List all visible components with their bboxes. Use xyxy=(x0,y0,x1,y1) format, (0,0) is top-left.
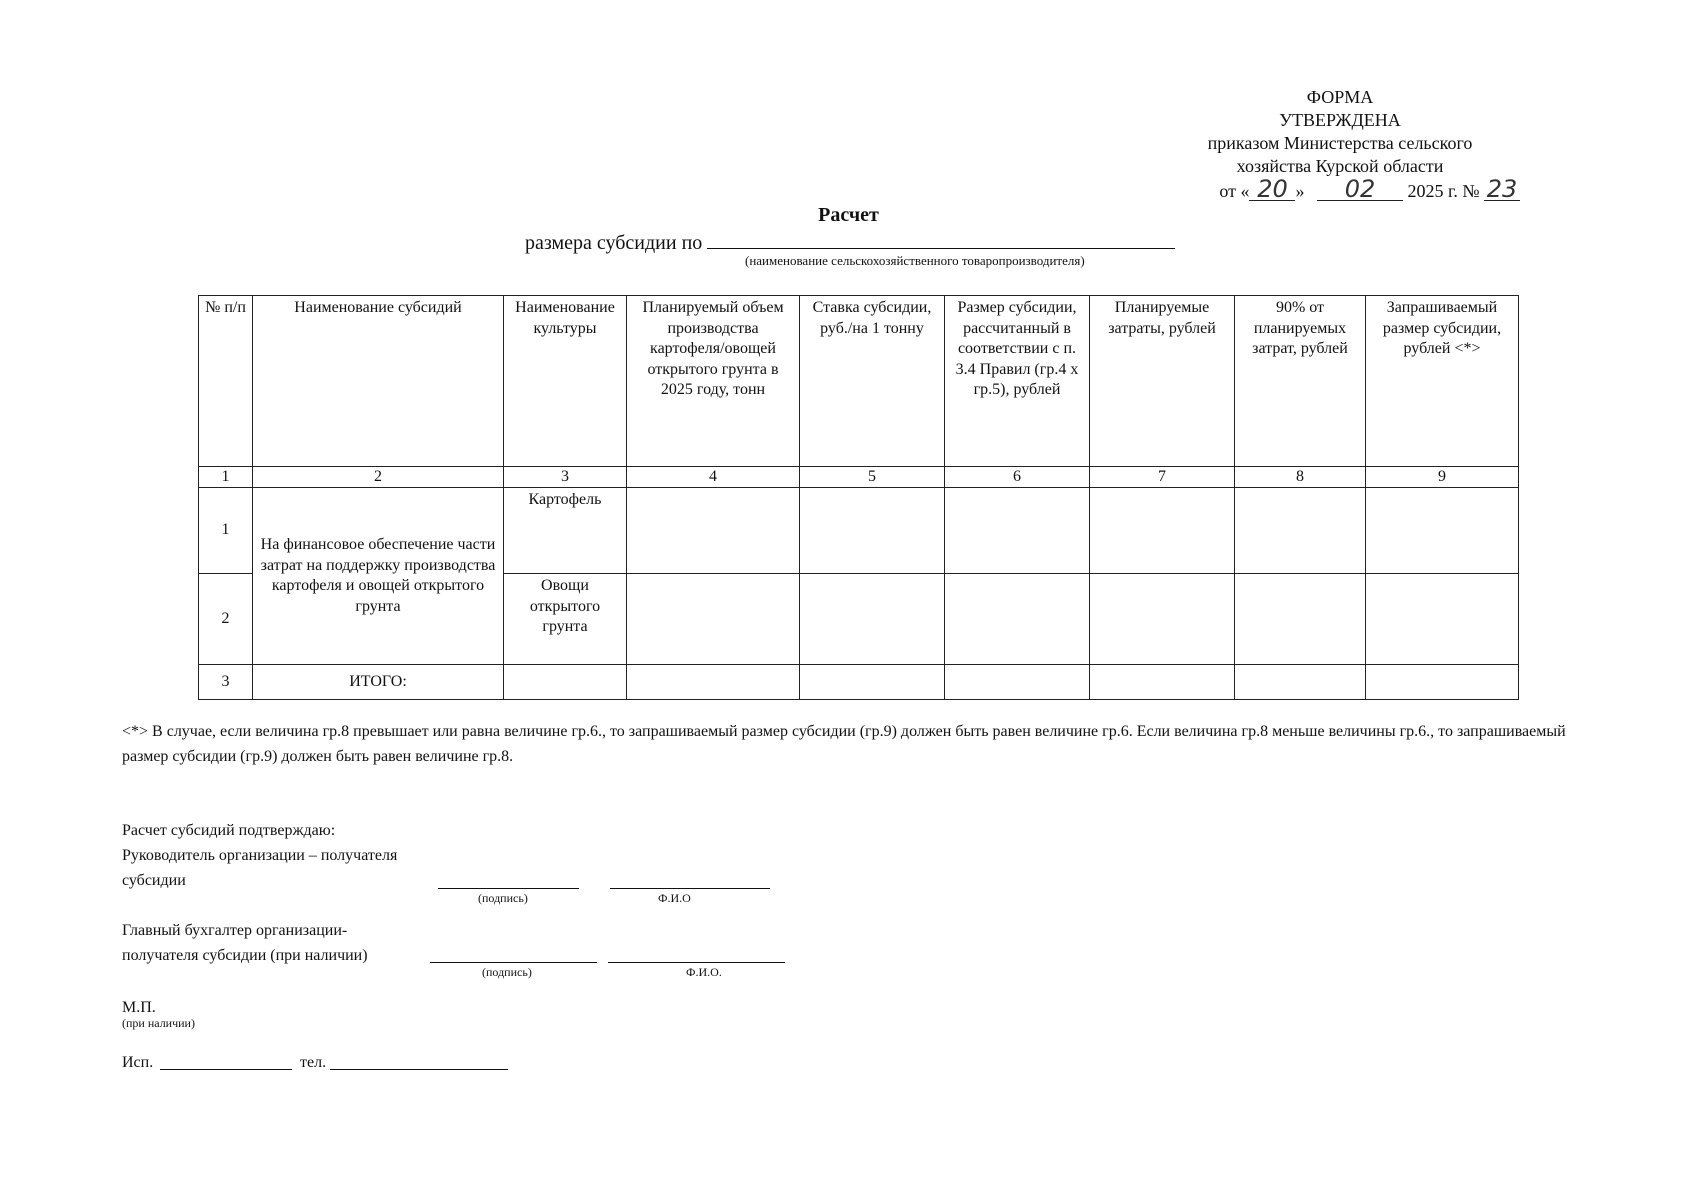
row-number: 1 xyxy=(199,488,253,574)
total-cell[interactable] xyxy=(1090,665,1235,700)
approval-order-line: приказом Министерства сельского xyxy=(1207,133,1473,153)
volume-input-cell[interactable] xyxy=(627,488,800,574)
crop-name-cell: Картофель xyxy=(504,488,627,574)
rate-input-cell[interactable] xyxy=(800,488,945,574)
header-cell: Наименование культуры xyxy=(504,296,627,467)
producer-name-field[interactable] xyxy=(707,230,1175,249)
head-signature-caption: (подпись) xyxy=(478,891,528,905)
footnote: <*> В случае, если величина гр.8 превышает или равна величине гр.6., то запрашиваемый размер субсидии (гр.9) должен быть равен величине гр.6. Если величина гр.8 меньше величины гр.6., то запрашиваемый размер субсидии (гр.9) должен быть равен величине гр.8. xyxy=(122,723,1566,765)
executor-line[interactable] xyxy=(160,1068,292,1070)
crop-name-cell: Овощи открытого грунта xyxy=(504,574,627,665)
total-cell[interactable] xyxy=(945,665,1090,700)
column-number: 9 xyxy=(1366,467,1519,488)
subsidy-table xyxy=(198,295,1519,700)
column-number: 8 xyxy=(1235,467,1366,488)
rate-input-cell[interactable] xyxy=(800,574,945,665)
date-mid: » xyxy=(1295,181,1305,201)
approval-block xyxy=(1150,86,1530,203)
total-cell[interactable] xyxy=(1366,665,1519,700)
volume-input-cell[interactable] xyxy=(627,574,800,665)
approval-form-label: ФОРМА xyxy=(1306,87,1374,107)
handwritten-month: 02 xyxy=(1317,178,1403,201)
planned-costs-input-cell[interactable] xyxy=(1090,488,1235,574)
column-number: 3 xyxy=(504,467,627,488)
head-signature-line[interactable] xyxy=(438,887,579,889)
subtitle-prefix: размера субсидии по xyxy=(525,232,703,254)
head-label-line1: Руководитель организации – получателя xyxy=(122,847,398,864)
subtitle-line xyxy=(525,230,1175,255)
executor-label: Исп. xyxy=(122,1054,154,1071)
total-cell[interactable] xyxy=(627,665,800,700)
row-number: 2 xyxy=(199,574,253,665)
approval-date-line xyxy=(1150,175,1530,203)
stamp-note: (при наличии) xyxy=(122,1016,195,1030)
confirm-label: Расчет субсидий подтверждаю: xyxy=(122,822,336,839)
handwritten-number: 23 xyxy=(1484,178,1520,201)
total-label: ИТОГО: xyxy=(253,665,504,700)
header-cell: Планируемый объем производства картофеля/овощей открытого грунта в 2025 году, тонн xyxy=(627,296,800,467)
accountant-signature-line[interactable] xyxy=(430,961,597,963)
ninety-percent-input-cell[interactable] xyxy=(1235,574,1366,665)
subsidy-name-cell: На финансовое обеспечение части затрат на поддержку производства картофеля и овощей открытого грунта xyxy=(253,488,504,665)
requested-amount-input-cell[interactable] xyxy=(1366,574,1519,665)
column-number: 1 xyxy=(199,467,253,488)
planned-costs-input-cell[interactable] xyxy=(1090,574,1235,665)
column-number: 2 xyxy=(253,467,504,488)
head-label-line2: субсидии xyxy=(122,872,186,889)
column-number: 4 xyxy=(627,467,800,488)
row-number: 3 xyxy=(199,665,253,700)
accountant-label-line1: Главный бухгалтер организации- xyxy=(122,922,348,939)
handwritten-day: 20 xyxy=(1249,178,1295,201)
phone-label: тел. xyxy=(300,1054,327,1071)
table-header-row xyxy=(199,296,1519,467)
total-cell[interactable] xyxy=(800,665,945,700)
table-row-potato xyxy=(199,488,1519,574)
head-fio-line[interactable] xyxy=(610,887,770,889)
column-number: 6 xyxy=(945,467,1090,488)
header-cell: Размер субсидии, рассчитанный в соответствии с п. 3.4 Правил (гр.4 х гр.5), рублей xyxy=(945,296,1090,467)
column-number: 5 xyxy=(800,467,945,488)
ninety-percent-input-cell[interactable] xyxy=(1235,488,1366,574)
header-cell: 90% от планируемых затрат, рублей xyxy=(1235,296,1366,467)
accountant-signature-caption: (подпись) xyxy=(482,965,532,979)
subsidy-size-input-cell[interactable] xyxy=(945,574,1090,665)
header-cell: Планируемые затраты, рублей xyxy=(1090,296,1235,467)
column-number-row xyxy=(199,467,1519,488)
document-title: Расчет xyxy=(818,204,879,226)
approval-approved-label: УТВЕРЖДЕНА xyxy=(1279,110,1401,130)
accountant-fio-line[interactable] xyxy=(608,961,785,963)
header-cell: Запрашиваемый размер субсидии, рублей <*> xyxy=(1366,296,1519,467)
head-fio-caption: Ф.И.О xyxy=(658,891,691,905)
total-cell[interactable] xyxy=(1235,665,1366,700)
subsidy-size-input-cell[interactable] xyxy=(945,488,1090,574)
accountant-label-line2: получателя субсидии (при наличии) xyxy=(122,947,368,964)
header-cell: Наименование субсидий xyxy=(253,296,504,467)
phone-line[interactable] xyxy=(330,1068,508,1070)
subtitle-caption: (наименование сельскохозяйственного товаропроизводителя) xyxy=(745,253,1085,268)
requested-amount-input-cell[interactable] xyxy=(1366,488,1519,574)
date-year: 2025 г. № xyxy=(1407,181,1480,201)
stamp-label: М.П. xyxy=(122,999,156,1016)
accountant-fio-caption: Ф.И.О. xyxy=(686,965,722,979)
header-cell: № п/п xyxy=(199,296,253,467)
approval-ministry-line: хозяйства Курской области xyxy=(1236,156,1444,176)
date-prefix: от « xyxy=(1219,181,1250,201)
total-cell[interactable] xyxy=(504,665,627,700)
header-cell: Ставка субсидии, руб./на 1 тонну xyxy=(800,296,945,467)
column-number: 7 xyxy=(1090,467,1235,488)
table-row-total xyxy=(199,665,1519,700)
